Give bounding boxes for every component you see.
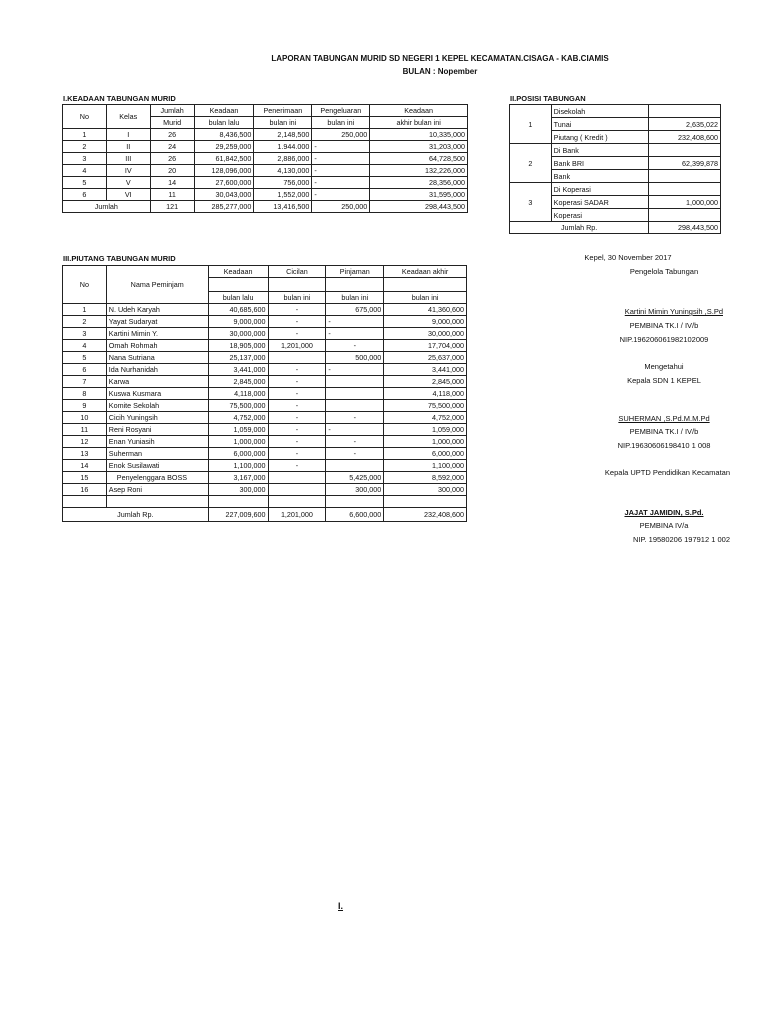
report-month: BULAN : Nopember — [402, 67, 478, 76]
signer1-name: Kartini Mimin Yuningsih ,S.Pd — [624, 307, 723, 316]
cell-terima: 1,552,000 — [254, 189, 312, 201]
report-title: LAPORAN TABUNGAN MURID SD NEGERI 1 KEPEL KECAMATAN.CISAGA - KAB.CIAMIS — [271, 54, 609, 63]
cell-akhir: 1,100,000 — [384, 460, 467, 472]
cell-no: 6 — [63, 364, 107, 376]
cell-no: 11 — [63, 424, 107, 436]
col3-keadaan-b: bulan lalu — [208, 292, 268, 304]
col-penerimaan-a: Penerimaan — [254, 105, 312, 117]
posisi-value — [649, 183, 721, 196]
col-pengeluaran-b: bulan ini — [312, 117, 370, 129]
posisi-label: Piutang ( Kredit ) — [551, 131, 649, 144]
table-row — [63, 436, 467, 448]
cell-pinjaman: - — [326, 364, 384, 376]
table-row — [63, 165, 468, 177]
table-row — [63, 141, 468, 153]
cell-kelas: IV — [106, 165, 150, 177]
cell-akhir: 3,441,000 — [384, 364, 467, 376]
cell-pinjaman — [326, 388, 384, 400]
cell-no: 5 — [63, 352, 107, 364]
cell-lalu: 1,100,000 — [208, 460, 268, 472]
total-keluar: 250,000 — [312, 201, 370, 213]
keadaan-table — [62, 104, 468, 213]
cell-akhir: 64,728,500 — [370, 153, 468, 165]
cell-nama: N. Udeh Karyah — [106, 304, 208, 316]
cell-keluar: - — [312, 177, 370, 189]
cell-nama: Karwa — [106, 376, 208, 388]
cell-akhir: 132,226,000 — [370, 165, 468, 177]
table-row — [63, 424, 467, 436]
cell-murid: 11 — [150, 189, 194, 201]
cell-murid: 20 — [150, 165, 194, 177]
posisi-no: 1 — [510, 105, 552, 144]
table-row — [63, 460, 467, 472]
cell-terima: 2,148,500 — [254, 129, 312, 141]
cell-terima: 756,000 — [254, 177, 312, 189]
cell-cicilan: - — [268, 304, 326, 316]
cell-keluar: - — [312, 141, 370, 153]
posisi-label: Koperasi — [551, 209, 649, 222]
posisi-value — [649, 209, 721, 222]
posisi-value: 232,408,600 — [649, 131, 721, 144]
cell-lalu: 9,000,000 — [208, 316, 268, 328]
cell-lalu: 25,137,000 — [208, 352, 268, 364]
cell-no: 9 — [63, 400, 107, 412]
cell-akhir: 25,637,000 — [384, 352, 467, 364]
cell-nama: Cicih Yuningsih — [106, 412, 208, 424]
cell-cicilan: - — [268, 388, 326, 400]
posisi-value: 1,000,000 — [649, 196, 721, 209]
page-mark: I. — [338, 901, 344, 911]
cell-nama: Omah Rohmah — [106, 340, 208, 352]
cell-pinjaman: - — [326, 412, 384, 424]
cell-cicilan: - — [268, 412, 326, 424]
cell-akhir: 31,203,000 — [370, 141, 468, 153]
piutang-table — [62, 265, 467, 522]
col3-pinjaman-b: bulan ini — [326, 292, 384, 304]
total-murid: 121 — [150, 201, 194, 213]
cell-no: 14 — [63, 460, 107, 472]
posisi-value — [649, 144, 721, 157]
cell-pinjaman: - — [326, 316, 384, 328]
signer2-name: SUHERMAN ,S.Pd.M.M.Pd — [618, 414, 710, 423]
cell-no: 6 — [63, 189, 107, 201]
cell-cicilan: - — [268, 364, 326, 376]
col-akhir-b: akhir bulan ini — [370, 117, 468, 129]
section2-title: II.POSISI TABUNGAN — [510, 94, 586, 103]
posisi-label: Tunai — [551, 118, 649, 131]
cell-no: 8 — [63, 388, 107, 400]
col-keadaan-a: Keadaan — [194, 105, 254, 117]
posisi-row — [510, 105, 721, 118]
cell-keluar: - — [312, 165, 370, 177]
col3-no: No — [63, 266, 107, 304]
signer2-nip: NIP.19630606198410 1 008 — [617, 441, 711, 450]
cell-nama: Kuswa Kusmara — [106, 388, 208, 400]
signer3-name: JAJAT JAMIDIN, S.Pd. — [624, 508, 704, 517]
cell-cicilan: - — [268, 376, 326, 388]
cell-cicilan: - — [268, 460, 326, 472]
col3-akhir-a: Keadaan akhir — [384, 266, 467, 278]
total-label: Jumlah — [63, 201, 151, 213]
posisi-total-value: 298,443,500 — [649, 222, 721, 234]
cell-no: 15 — [63, 472, 107, 484]
cell-pinjaman — [326, 460, 384, 472]
cell-no: 1 — [63, 304, 107, 316]
col-no: No — [63, 105, 107, 129]
total-akhir: 298,443,500 — [370, 201, 468, 213]
signer1-nip: NIP.196206061982102009 — [619, 335, 709, 344]
cell-pinjaman: - — [326, 340, 384, 352]
cell-nama: Penyelenggara BOSS — [106, 472, 208, 484]
cell-akhir: 1,000,000 — [384, 436, 467, 448]
cell-lalu: 128,096,000 — [194, 165, 254, 177]
cell-cicilan: - — [268, 448, 326, 460]
posisi-total-label: Jumlah Rp. — [510, 222, 649, 234]
cell-terima: 2,886,000 — [254, 153, 312, 165]
cell-terima: 4,130,000 — [254, 165, 312, 177]
posisi-value — [649, 105, 721, 118]
cell-lalu: 29,259,000 — [194, 141, 254, 153]
table-row — [63, 412, 467, 424]
cell-kelas: V — [106, 177, 150, 189]
posisi-label: Koperasi SADAR — [551, 196, 649, 209]
cell-keluar: 250,000 — [312, 129, 370, 141]
cell-akhir: 4,752,000 — [384, 412, 467, 424]
cell-pinjaman: 675,000 — [326, 304, 384, 316]
posisi-row — [510, 183, 721, 196]
posisi-table — [509, 104, 721, 234]
table-row — [63, 316, 467, 328]
signer1-rank: PEMBINA TK.I / IV/b — [629, 321, 699, 330]
table-row — [63, 304, 467, 316]
cell-akhir: 30,000,000 — [384, 328, 467, 340]
cell-no: 16 — [63, 484, 107, 496]
posisi-label: Bank — [551, 170, 649, 183]
total-lalu: 285,277,000 — [194, 201, 254, 213]
cell-akhir: 2,845,000 — [384, 376, 467, 388]
cell-akhir: 31,595,000 — [370, 189, 468, 201]
cell-kelas: VI — [106, 189, 150, 201]
cell-lalu: 2,845,000 — [208, 376, 268, 388]
cell-akhir: 28,356,000 — [370, 177, 468, 189]
role-kepala-uptd: Kepala UPTD Pendidikan Kecamatan — [604, 468, 730, 477]
role-kepala-sd: Kepala SDN 1 KEPEL — [627, 376, 701, 385]
table-row — [63, 129, 468, 141]
cell-akhir: 6,000,000 — [384, 448, 467, 460]
piutang-total-pinjaman: 6,600,000 — [326, 508, 384, 522]
cell-no: 2 — [63, 316, 107, 328]
col-penerimaan-b: bulan ini — [254, 117, 312, 129]
cell-lalu: 1,059,000 — [208, 424, 268, 436]
cell-no: 2 — [63, 141, 107, 153]
cell-pinjaman: - — [326, 424, 384, 436]
cell-akhir: 17,704,000 — [384, 340, 467, 352]
cell-lalu: 18,905,000 — [208, 340, 268, 352]
cell-lalu: 1,000,000 — [208, 436, 268, 448]
cell-pinjaman — [326, 376, 384, 388]
table-row — [63, 448, 467, 460]
cell-no: 3 — [63, 328, 107, 340]
cell-keluar: - — [312, 189, 370, 201]
cell-nama: Kartini Mimin Y. — [106, 328, 208, 340]
cell-pinjaman: - — [326, 448, 384, 460]
cell-no: 5 — [63, 177, 107, 189]
col-jumlah-a: Jumlah — [150, 105, 194, 117]
table-row — [63, 177, 468, 189]
cell-pinjaman — [326, 400, 384, 412]
col3-pinjaman-a: Pinjaman — [326, 266, 384, 278]
table-row — [63, 340, 467, 352]
cell-pinjaman: 300,000 — [326, 484, 384, 496]
cell-no: 10 — [63, 412, 107, 424]
cell-akhir: 1,059,000 — [384, 424, 467, 436]
cell-murid: 26 — [150, 129, 194, 141]
cell-nama: Nana Sutriana — [106, 352, 208, 364]
posisi-row — [510, 144, 721, 157]
col3-keadaan-a: Keadaan — [208, 266, 268, 278]
posisi-no: 3 — [510, 183, 552, 222]
cell-nama: Ida Nurhanidah — [106, 364, 208, 376]
cell-kelas: II — [106, 141, 150, 153]
posisi-label: Disekolah — [551, 105, 649, 118]
piutang-total-lalu: 227,009,600 — [208, 508, 268, 522]
cell-no: 13 — [63, 448, 107, 460]
cell-pinjaman: - — [326, 436, 384, 448]
cell-pinjaman: 5,425,000 — [326, 472, 384, 484]
table-row — [63, 364, 467, 376]
cell-terima: 1.944.000 — [254, 141, 312, 153]
col-pengeluaran-a: Pengeluaran — [312, 105, 370, 117]
signer2-rank: PEMBINA TK.I / IV/b — [629, 427, 699, 436]
posisi-no: 2 — [510, 144, 552, 183]
cell-akhir: 41,360,600 — [384, 304, 467, 316]
cell-lalu: 75,500,000 — [208, 400, 268, 412]
cell-lalu: 8,436,500 — [194, 129, 254, 141]
col3-akhir-b: bulan ini — [384, 292, 467, 304]
cell-pinjaman: 500,000 — [326, 352, 384, 364]
role-pengelola: Pengelola Tabungan — [629, 267, 699, 276]
cell-akhir: 9,000,000 — [384, 316, 467, 328]
table-row — [63, 153, 468, 165]
cell-lalu: 30,043,000 — [194, 189, 254, 201]
cell-no: 3 — [63, 153, 107, 165]
cell-akhir: 4,118,000 — [384, 388, 467, 400]
cell-lalu: 300,000 — [208, 484, 268, 496]
col-kelas: Kelas — [106, 105, 150, 129]
cell-murid: 26 — [150, 153, 194, 165]
cell-cicilan: - — [268, 424, 326, 436]
posisi-value — [649, 170, 721, 183]
posisi-label: Di Koperasi — [551, 183, 649, 196]
cell-nama: Enok Susilawati — [106, 460, 208, 472]
cell-lalu: 4,752,000 — [208, 412, 268, 424]
cell-cicilan: - — [268, 316, 326, 328]
piutang-total-akhir: 232,408,600 — [384, 508, 467, 522]
cell-nama: Komite Sekolah — [106, 400, 208, 412]
cell-nama: Reni Rosyani — [106, 424, 208, 436]
cell-lalu: 3,441,000 — [208, 364, 268, 376]
col3-cicilan-b: bulan ini — [268, 292, 326, 304]
cell-cicilan — [268, 352, 326, 364]
col3-nama: Nama Peminjam — [106, 266, 208, 304]
table-row — [63, 472, 467, 484]
cell-lalu: 30,000,000 — [208, 328, 268, 340]
cell-no: 1 — [63, 129, 107, 141]
cell-no: 4 — [63, 340, 107, 352]
cell-no: 4 — [63, 165, 107, 177]
cell-lalu: 40,685,600 — [208, 304, 268, 316]
cell-cicilan: - — [268, 328, 326, 340]
signer3-rank: PEMBINA IV/a — [639, 521, 689, 530]
cell-kelas: III — [106, 153, 150, 165]
table-row — [63, 388, 467, 400]
posisi-value: 2,635,022 — [649, 118, 721, 131]
cell-murid: 24 — [150, 141, 194, 153]
cell-lalu: 61,842,500 — [194, 153, 254, 165]
cell-pinjaman: - — [326, 328, 384, 340]
table-row — [63, 352, 467, 364]
cell-nama: Asep Roni — [106, 484, 208, 496]
cell-nama: Suherman — [106, 448, 208, 460]
cell-lalu: 27,600,000 — [194, 177, 254, 189]
posisi-label: Bank BRI — [551, 157, 649, 170]
total-terima: 13,416,500 — [254, 201, 312, 213]
cell-keluar: - — [312, 153, 370, 165]
piutang-total-label: Jumlah Rp. — [63, 508, 209, 522]
col-akhir-a: Keadaan — [370, 105, 468, 117]
table-row — [63, 328, 467, 340]
mengetahui: Mengetahui — [644, 362, 684, 371]
cell-akhir: 75,500,000 — [384, 400, 467, 412]
cell-murid: 14 — [150, 177, 194, 189]
cell-lalu: 3,167,000 — [208, 472, 268, 484]
cell-cicilan: 1,201,000 — [268, 340, 326, 352]
cell-cicilan — [268, 484, 326, 496]
cell-lalu: 6,000,000 — [208, 448, 268, 460]
table-row — [63, 189, 468, 201]
cell-kelas: I — [106, 129, 150, 141]
col-jumlah-b: Murid — [150, 117, 194, 129]
cell-cicilan: - — [268, 436, 326, 448]
table-row — [63, 400, 467, 412]
table-row — [63, 376, 467, 388]
cell-nama: Yayat Sudaryat — [106, 316, 208, 328]
section1-title: I.KEADAAN TABUNGAN MURID — [63, 94, 176, 103]
signer3-nip: NIP. 19580206 197912 1 002 — [632, 535, 730, 544]
cell-nama: Enan Yuniasih — [106, 436, 208, 448]
posisi-label: Di Bank — [551, 144, 649, 157]
piutang-total-cicilan: 1,201,000 — [268, 508, 326, 522]
posisi-value: 62,399,878 — [649, 157, 721, 170]
cell-no: 12 — [63, 436, 107, 448]
cell-no: 7 — [63, 376, 107, 388]
cell-akhir: 8,592,000 — [384, 472, 467, 484]
cell-akhir: 10,335,000 — [370, 129, 468, 141]
table-row — [63, 484, 467, 496]
col3-cicilan-a: Cicilan — [268, 266, 326, 278]
cell-cicilan — [268, 472, 326, 484]
section3-title: III.PIUTANG TABUNGAN MURID — [63, 254, 176, 263]
cell-cicilan: - — [268, 400, 326, 412]
cell-lalu: 4,118,000 — [208, 388, 268, 400]
place-date: Kepel, 30 November 2017 — [584, 253, 672, 262]
cell-akhir: 300,000 — [384, 484, 467, 496]
col-keadaan-b: bulan lalu — [194, 117, 254, 129]
